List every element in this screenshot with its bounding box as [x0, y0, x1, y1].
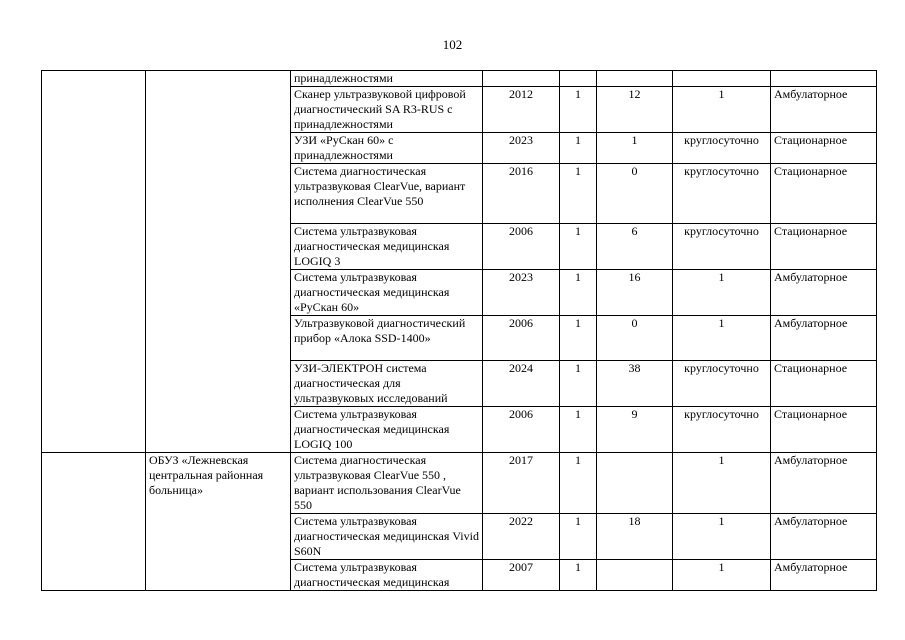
equipment-name-cell: Система ультразвуковая диагностическая медицинская [291, 560, 483, 591]
quantity-cell: 1 [560, 133, 597, 164]
year-cell: 2006 [483, 407, 560, 453]
quantity-cell: 1 [560, 514, 597, 560]
quantity-cell: 1 [560, 560, 597, 591]
care-type-cell: Амбулаторное [771, 270, 877, 316]
equipment-name-cell: Система ультразвуковая диагностическая медицинская Vivid S60N [291, 514, 483, 560]
equipment-name-cell: принадлежностями [291, 71, 483, 87]
load-cell [597, 453, 673, 514]
mode-cell: круглосуточно [673, 224, 771, 270]
year-cell: 2007 [483, 560, 560, 591]
year-cell: 2022 [483, 514, 560, 560]
equipment-name-cell: УЗИ «РуСкан 60» с принадлежностями [291, 133, 483, 164]
equipment-name-cell: Система диагностическая ультразвуковая ClearVue, вариант исполнения ClearVue 550 [291, 164, 483, 224]
number-cell [42, 71, 146, 453]
quantity-cell: 1 [560, 407, 597, 453]
equipment-name-cell: Система диагностическая ультразвуковая ClearVue 550 , вариант использования ClearVue 550 [291, 453, 483, 514]
care-type-cell: Амбулаторное [771, 514, 877, 560]
load-cell [597, 560, 673, 591]
table-row [42, 453, 877, 514]
equipment-table [41, 70, 877, 591]
mode-cell: 1 [673, 316, 771, 361]
mode-cell: круглосуточно [673, 361, 771, 407]
care-type-cell [771, 71, 877, 87]
load-cell: 38 [597, 361, 673, 407]
institution-cell [146, 71, 291, 453]
load-cell: 16 [597, 270, 673, 316]
quantity-cell: 1 [560, 453, 597, 514]
year-cell: 2006 [483, 316, 560, 361]
mode-cell: 1 [673, 453, 771, 514]
load-cell: 9 [597, 407, 673, 453]
care-type-cell: Стационарное [771, 361, 877, 407]
equipment-name-cell: УЗИ-ЭЛЕКТРОН система диагностическая для ультразвуковых исследований [291, 361, 483, 407]
number-cell [42, 453, 146, 591]
care-type-cell: Стационарное [771, 164, 877, 224]
quantity-cell: 1 [560, 87, 597, 133]
mode-cell: 1 [673, 270, 771, 316]
year-cell: 2012 [483, 87, 560, 133]
quantity-cell: 1 [560, 316, 597, 361]
year-cell: 2017 [483, 453, 560, 514]
load-cell: 0 [597, 316, 673, 361]
mode-cell: 1 [673, 514, 771, 560]
year-cell: 2023 [483, 270, 560, 316]
care-type-cell: Стационарное [771, 224, 877, 270]
table-row [42, 71, 877, 87]
load-cell [597, 71, 673, 87]
quantity-cell: 1 [560, 164, 597, 224]
mode-cell [673, 71, 771, 87]
load-cell: 18 [597, 514, 673, 560]
mode-cell: круглосуточно [673, 407, 771, 453]
care-type-cell: Стационарное [771, 133, 877, 164]
care-type-cell: Амбулаторное [771, 87, 877, 133]
load-cell: 0 [597, 164, 673, 224]
quantity-cell: 1 [560, 270, 597, 316]
equipment-name-cell: Система ультразвуковая диагностическая медицинская LOGIQ 100 [291, 407, 483, 453]
quantity-cell [560, 71, 597, 87]
load-cell: 6 [597, 224, 673, 270]
mode-cell: 1 [673, 87, 771, 133]
institution-cell: ОБУЗ «Лежневская центральная районная больница» [146, 453, 291, 591]
care-type-cell: Стационарное [771, 407, 877, 453]
care-type-cell: Амбулаторное [771, 453, 877, 514]
year-cell: 2016 [483, 164, 560, 224]
page-number: 102 [442, 37, 463, 52]
mode-cell: круглосуточно [673, 133, 771, 164]
mode-cell: 1 [673, 560, 771, 591]
equipment-name-cell: Сканер ультразвуковой цифровой диагностический SA R3-RUS с принадлежностями [291, 87, 483, 133]
care-type-cell: Амбулаторное [771, 560, 877, 591]
quantity-cell: 1 [560, 361, 597, 407]
mode-cell: круглосуточно [673, 164, 771, 224]
equipment-name-cell: Система ультразвуковая диагностическая медицинская LOGIQ 3 [291, 224, 483, 270]
care-type-cell: Амбулаторное [771, 316, 877, 361]
load-cell: 12 [597, 87, 673, 133]
equipment-name-cell: Система ультразвуковая диагностическая медицинская «РуСкан 60» [291, 270, 483, 316]
load-cell: 1 [597, 133, 673, 164]
year-cell [483, 71, 560, 87]
year-cell: 2024 [483, 361, 560, 407]
year-cell: 2006 [483, 224, 560, 270]
equipment-name-cell: Ультразвуковой диагностический прибор «Алока SSD-1400» [291, 316, 483, 361]
quantity-cell: 1 [560, 224, 597, 270]
year-cell: 2023 [483, 133, 560, 164]
